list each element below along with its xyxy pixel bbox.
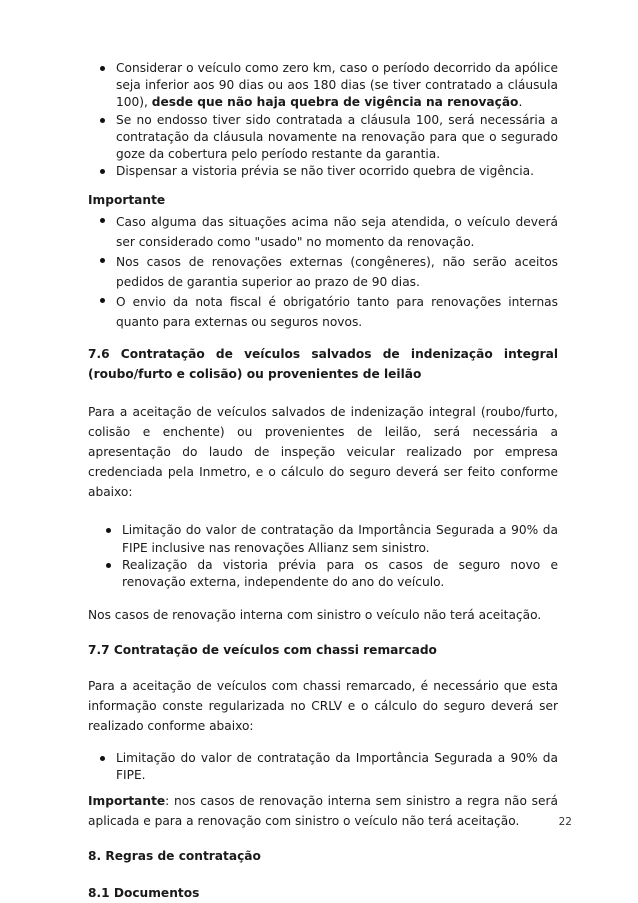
section-7-6-note: Nos casos de renovação interna com sinistro o veículo não terá aceitação. — [88, 608, 542, 623]
list-item: Realização da vistoria prévia para os casos de seguro novo e renovação externa, independente do ano do veículo. — [88, 557, 558, 591]
list-item: Dispensar a vistoria prévia se não tiver ocorrido quebra de vigência. — [88, 163, 558, 180]
bold-emphasis: desde que não haja quebra de vigência na renovação — [151, 95, 519, 110]
section-7-7-paragraph: Para a aceitação de veículos com chassi remarcado, é necessário que esta informação conste regularizada no CRLV e o cálculo do seguro deverá ser realizado conforme abaixo: — [88, 679, 558, 734]
page-number: 22 — [558, 816, 572, 828]
list-item: Nos casos de renovações externas (congêneres), não serão aceitos pedidos de garantia superior ao prazo de 90 dias. — [88, 252, 558, 292]
section-7-7-heading: 7.7 Contratação de veículos com chassi remarcado — [88, 643, 437, 658]
list-item: Se no endosso tiver sido contratada a cláusula 100, será necessária a contratação da cláusula novamente na renovação para que o segurado goze da cobertura pelo período restante da garantia. — [88, 112, 558, 164]
list-item: Limitação do valor de contratação da Importância Segurada a 90% da FIPE. — [88, 750, 558, 784]
section-8-heading: 8. Regras de contratação — [88, 848, 261, 863]
section-7-7-importante: Importante: nos casos de renovação interna sem sinistro a regra não será aplicada e para a renovação com sinistro o veículo não terá aceitação. — [88, 793, 558, 828]
document-page — [88, 60, 558, 903]
section-7-7-list — [88, 750, 558, 784]
importante-heading: Importante — [88, 193, 166, 208]
section-7-6-list — [88, 522, 558, 591]
list-item: Considerar o veículo como zero km, caso o período decorrido da apólice seja inferior aos 90 dias ou aos 180 dias (se tiver contratado a cláusula 100), desde que não haja quebra de vigência na renovação. — [88, 60, 558, 112]
section-7-6-paragraph: Para a aceitação de veículos salvados de indenização integral (roubo/furto, colisão e enchente) ou provenientes de leilão, será necessária a apresentação do laudo de inspeção veicular realizado por empresa credenciada pela Inmetro, e o cálculo do seguro deverá ser feito conforme abaixo: — [88, 405, 558, 500]
list-item: Limitação do valor de contratação da Importância Segurada a 90% da FIPE inclusive nas renovações Allianz sem sinistro. — [88, 522, 558, 556]
section-8-1-heading: 8.1 Documentos — [88, 885, 200, 900]
section-7-6-heading: 7.6 Contratação de veículos salvados de indenização integral (roubo/furto e colisão) ou provenientes de leilão — [88, 347, 558, 382]
renewal-conditions-list — [88, 60, 558, 180]
list-item: O envio da nota fiscal é obrigatório tanto para renovações internas quanto para externas ou seguros novos. — [88, 292, 558, 332]
list-item: Caso alguma das situações acima não seja atendida, o veículo deverá ser considerado como "usado" no momento da renovação. — [88, 212, 558, 252]
importante-list — [88, 212, 558, 332]
